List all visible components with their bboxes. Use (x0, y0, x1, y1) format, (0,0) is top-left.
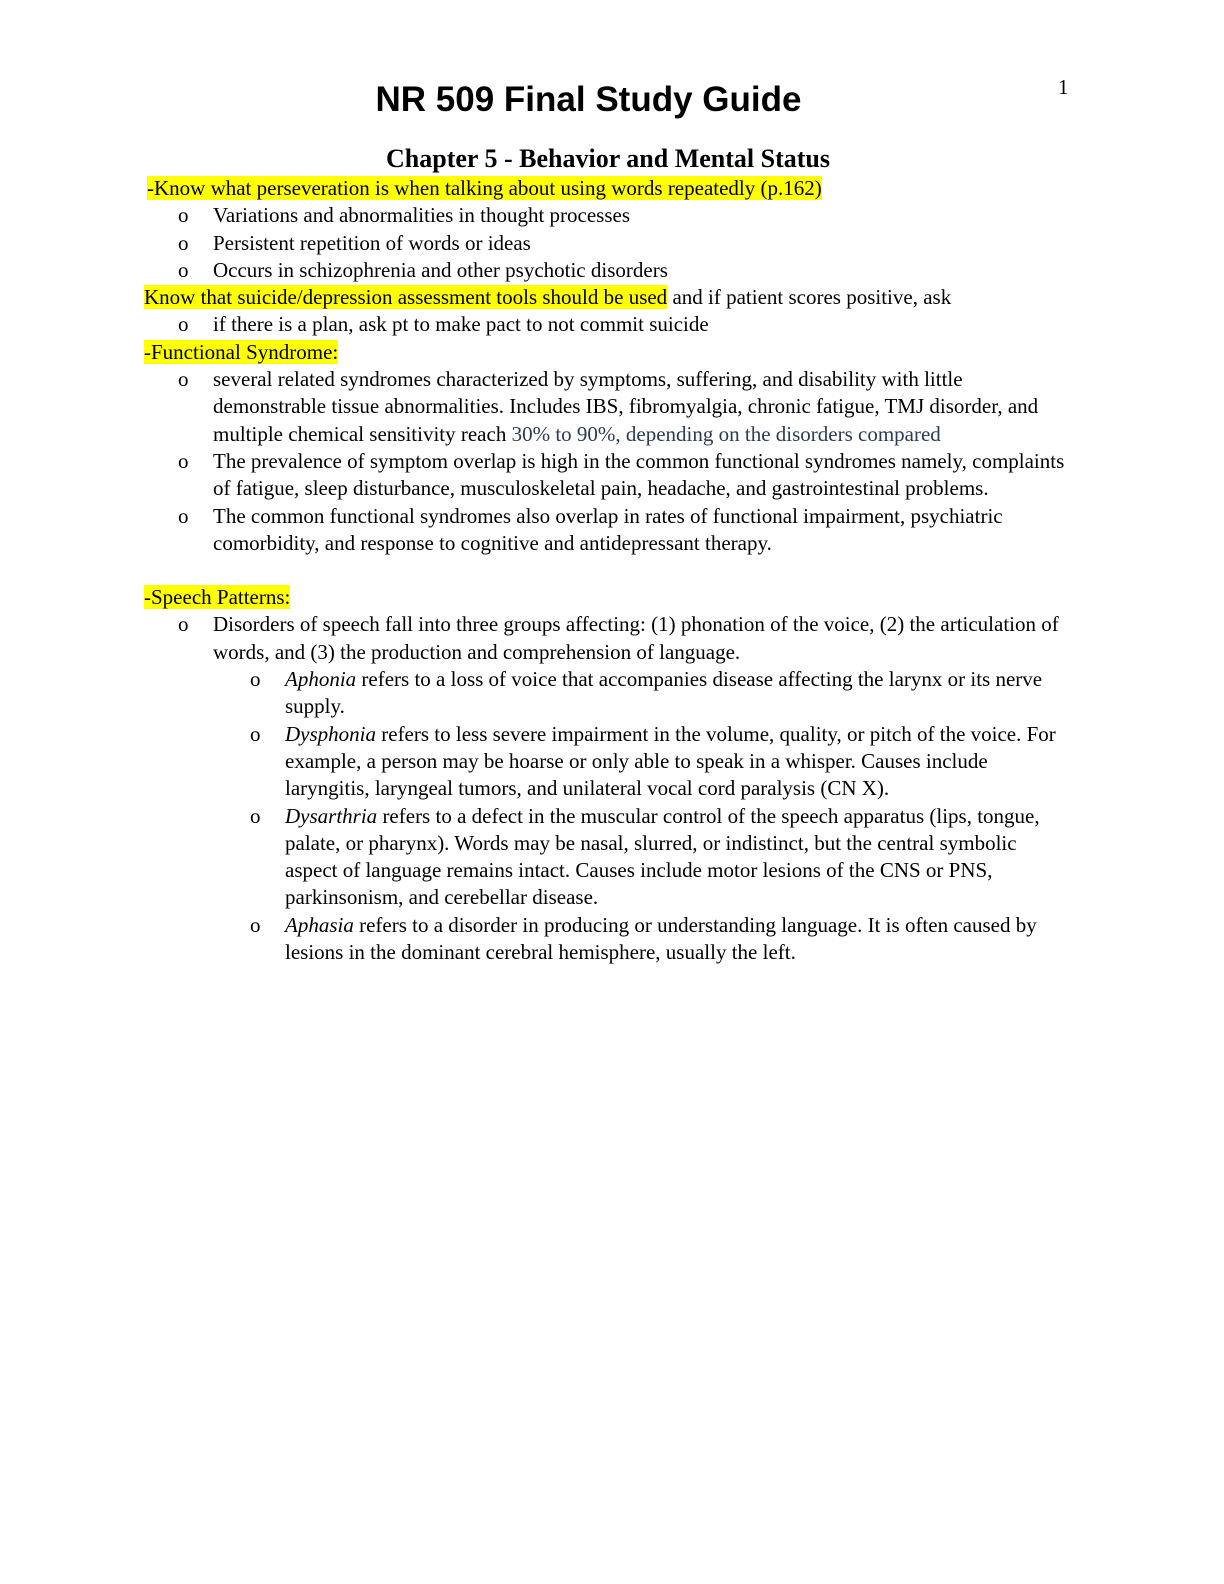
document-title: NR 509 Final Study Guide (375, 80, 802, 119)
list-item: o Dysphonia refers to less severe impairment in the volume, quality, or pitch of the voice. For example, a person may be hoarse or only able to speak in a whisper. Causes include laryngitis, laryngeal tumors, and unilateral vocal cord paralysis (CN X). (250, 721, 1056, 801)
circle-bullet-icon: o (178, 503, 189, 528)
list-item: o Occurs in schizophrenia and other psychotic disorders (0, 257, 1224, 284)
speech-patterns-heading (0, 584, 1224, 611)
colored-text: 30% to 90%, depending on the disorders compared (511, 421, 941, 446)
page-number: 1 (1058, 75, 1069, 99)
list-item: o Aphasia refers to a disorder in producing or understanding language. It is often caused by lesions in the dominant cerebral hemisphere, usually the left. (250, 912, 1037, 965)
highlight: -Know what perseveration is when talking about using words repeatedly (p.162) (147, 176, 822, 200)
document-body (0, 175, 1224, 966)
circle-bullet-icon: o (178, 448, 189, 473)
circle-bullet-icon: o (178, 257, 189, 282)
suicide-heading: Know that suicide/depression assessment tools should be used and if patient scores positive, ask (144, 285, 952, 310)
highlight: Know that suicide/depression assessment tools should be used (144, 285, 668, 310)
list-item: o Dysarthria refers to a defect in the muscular control of the speech apparatus (lips, tongue, palate, or pharynx). Words may be nasal, slurred, or indistinct, but the central symbolic aspect of language remains intact. Causes include motor lesions of the CNS or PNS, parkinsonism, and cerebellar disease. (250, 803, 1040, 910)
list-item: o several related syndromes characterized by symptoms, suffering, and disability with little demonstrable tissue abnormalities. Includes IBS, fibromyalgia, chronic fatigue, TMJ disorder, and multiple chemical sensitivity reach 30% to 90%, depending on the disorders compared (178, 367, 1039, 446)
list-item: o if there is a plan, ask pt to make pact to not commit suicide (0, 311, 1224, 338)
circle-bullet-icon: o (178, 312, 189, 337)
highlight: -Functional Syndrome: (144, 339, 339, 364)
circle-bullet-icon: o (178, 612, 189, 637)
term: Dysarthria (285, 803, 378, 828)
list-item: o The prevalence of symptom overlap is high in the common functional syndromes namely, complaints of fatigue, sleep disturbance, musculoskeletal pain, headache, and gastrointestinal problems. (178, 448, 1065, 501)
spacer (0, 557, 1224, 584)
list-item: o Disorders of speech fall into three groups affecting: (1) phonation of the voice, (2) the articulation of words, and (3) the production and comprehension of language. (178, 612, 1059, 664)
circle-bullet-icon: o (250, 667, 261, 692)
perseveration-heading (0, 175, 1224, 202)
list-item: o The common functional syndromes also overlap in rates of functional impairment, psychiatric comorbidity, and response to cognitive and antidepressant therapy. (178, 503, 1003, 555)
chapter-title: Chapter 5 - Behavior and Mental Status (386, 144, 830, 173)
list-item: o Variations and abnormalities in thought processes (0, 202, 1224, 229)
term: Aphonia (285, 667, 357, 692)
circle-bullet-icon: o (178, 230, 189, 255)
list-item: o Aphonia refers to a loss of voice that accompanies disease affecting the larynx or its nerve supply. (250, 667, 1043, 719)
term: Aphasia (285, 912, 354, 937)
functional-syndrome-heading (0, 339, 1224, 366)
circle-bullet-icon: o (250, 912, 261, 937)
circle-bullet-icon: o (178, 367, 189, 392)
highlight: -Speech Patterns: (144, 585, 291, 610)
circle-bullet-icon: o (178, 203, 189, 228)
circle-bullet-icon: o (250, 721, 261, 746)
list-item: o Persistent repetition of words or ideas (0, 230, 1224, 257)
circle-bullet-icon: o (250, 803, 261, 828)
term: Dysphonia (285, 721, 376, 746)
